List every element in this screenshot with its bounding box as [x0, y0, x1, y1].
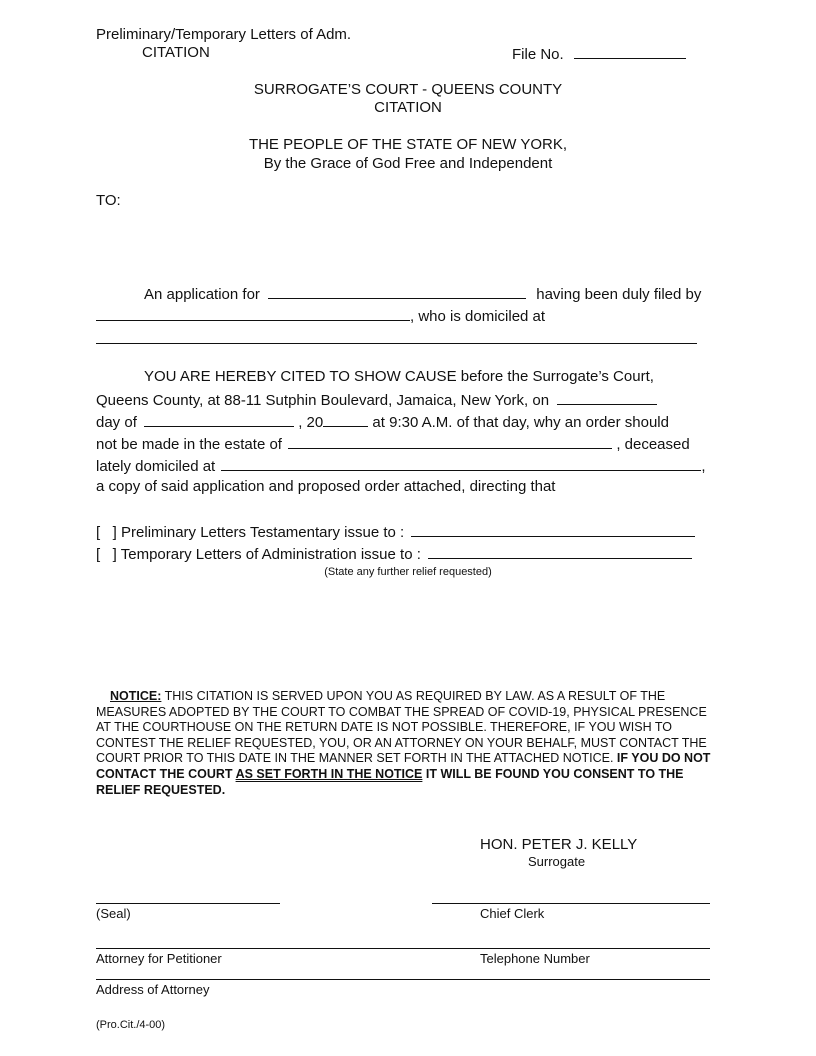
grace-line: By the Grace of God Free and Independent	[263, 155, 553, 172]
address-line	[96, 979, 710, 980]
application-intro: An application for	[144, 286, 260, 303]
decedent-domicile-blank	[221, 456, 701, 471]
prelim-label: Preliminary Letters Testamentary issue to :	[121, 524, 405, 541]
application-line-1	[96, 284, 720, 304]
cite-text-1: YOU ARE HEREBY CITED TO SHOW CAUSE before the Surrogate’s Court,	[144, 368, 654, 385]
application-domiciled: , who is domiciled at	[410, 308, 546, 325]
time-text: at 9:30 A.M. of that day, why an order should	[372, 414, 669, 431]
seal-label: (Seal)	[96, 906, 131, 921]
notice-label: NOTICE:	[110, 689, 162, 703]
file-no-blank	[574, 44, 686, 59]
clerk-label: Chief Clerk	[480, 906, 545, 921]
cite-line-4	[96, 434, 720, 454]
application-line-2	[96, 306, 720, 326]
form-code: (Pro.Cit./4-00)	[96, 1019, 166, 1031]
day-of-label: day of	[96, 414, 137, 431]
clerk-signature-line	[432, 903, 710, 904]
domicile-blank	[96, 343, 697, 344]
year-prefix: , 20	[298, 414, 324, 431]
cite-text-6: a copy of said application and proposed order attached, directing that	[96, 478, 556, 495]
citation-label: CITATION	[142, 44, 210, 61]
year-blank	[323, 412, 368, 427]
month-blank	[557, 390, 657, 405]
cite-line-3	[96, 412, 720, 432]
judge-name: HON. PETER J. KELLY	[480, 836, 638, 853]
court-name: SURROGATE’S COURT - QUEENS COUNTY	[253, 81, 563, 98]
cite-line-6	[96, 478, 720, 496]
lately-domiciled-label: lately domiciled at	[96, 458, 216, 475]
doc-type: CITATION	[374, 99, 442, 116]
people-line: THE PEOPLE OF THE STATE OF NEW YORK,	[248, 136, 568, 153]
file-no-label: File No.	[512, 46, 564, 63]
application-filed-by: having been duly filed by	[536, 286, 702, 303]
temp-label: Temporary Letters of Administration issue to :	[120, 546, 421, 563]
form-title: Preliminary/Temporary Letters of Adm.	[96, 26, 352, 43]
comma: ,	[701, 458, 706, 475]
notice-warning-underlined: AS SET FORTH IN THE NOTICE	[235, 766, 423, 781]
temp-issue-blank	[428, 544, 692, 559]
prelim-letters-option	[96, 522, 720, 542]
address-label: Address of Attorney	[96, 982, 210, 997]
estate-label: not be made in the estate of	[96, 436, 282, 453]
temp-checkbox[interactable]: [ ]	[96, 546, 117, 563]
temp-letters-option	[96, 544, 720, 564]
file-number	[512, 44, 686, 64]
notice-paragraph	[96, 689, 720, 798]
day-blank	[144, 412, 294, 427]
surrogate-title: Surrogate	[528, 854, 586, 869]
phone-label: Telephone Number	[480, 951, 590, 966]
decedent-blank	[288, 434, 612, 449]
cite-line-5	[96, 456, 720, 476]
attorney-label: Attorney for Petitioner	[96, 951, 222, 966]
attorney-line	[96, 948, 710, 949]
notice-text: THIS CITATION IS SERVED UPON YOU AS REQUIRED BY LAW. AS A RESULT OF THE MEASURES ADOPTED BY THE COURT TO COMBAT THE SPREAD OF COVID-19, PHYSICAL PRESENCE AT THE COURTHOUSE ON THE RETURN DATE IS NOT POSSIBLE. THEREFORE, IF YOU WISH TO CONTEST THE RELIEF REQUESTED, YOU, OR AN ATTORNEY ON YOUR BEHALF, MUST CONTACT THE COURT PRIOR TO THIS DATE IN THE MANNER SET FORTH IN THE ATTACHED NOTICE.	[96, 689, 707, 766]
deceased-label: , deceased	[616, 436, 690, 453]
further-relief-note: (State any further relief requested)	[324, 566, 492, 578]
cite-text-2: Queens County, at 88-11 Sutphin Boulevard, Jamaica, New York, on	[96, 392, 550, 409]
seal-line	[96, 903, 280, 904]
cite-line-2	[96, 390, 720, 410]
prelim-issue-blank	[411, 522, 695, 537]
notice-warning-a: IF YOU DO NOT CONTACT THE COURT	[96, 751, 711, 781]
petitioner-blank	[96, 306, 410, 321]
to-label: TO:	[96, 192, 121, 209]
application-type-blank	[268, 284, 526, 299]
cite-line-1	[96, 368, 720, 386]
prelim-checkbox[interactable]: [ ]	[96, 524, 117, 541]
notice-warning-b: IT WILL BE FOUND YOU CONSENT TO THE RELIEF REQUESTED.	[96, 766, 684, 797]
